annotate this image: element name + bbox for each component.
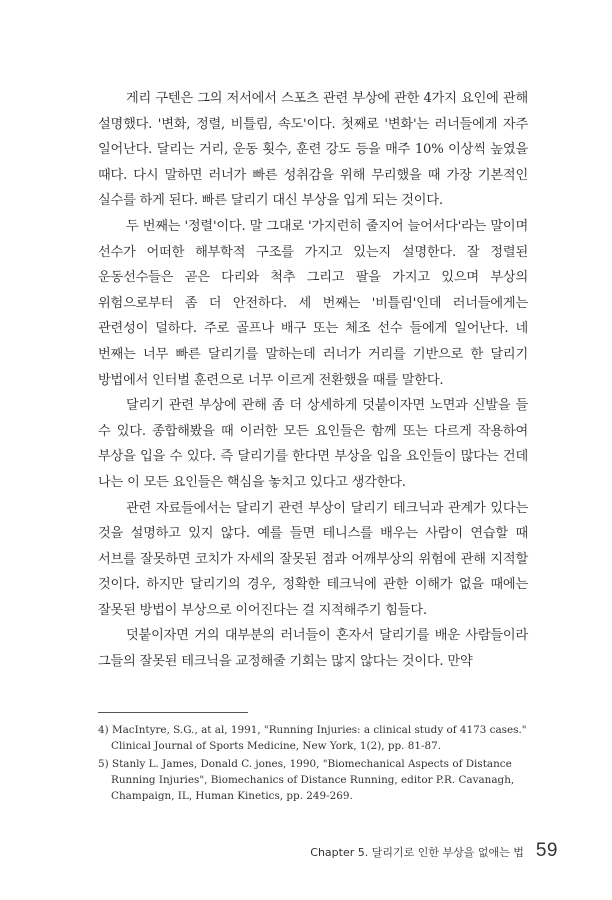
running-footer [310,840,558,862]
paragraph: 관련 자료들에서는 달리기 관련 부상이 달리기 테크닉과 관계가 있다는 것을 설명하고 있지 않다. 예를 들면 테니스를 배우는 사람이 연습할 때 서브를 잘못하면 코치가 자세의 잘못된 점과 어깨부상의 위험에 관해 지적할 것이다. 하지만 달리기의 경우, 정확한 테크닉에 관한 이해가 없을 때에는 잘못된 방법이 부상으로 이어진다는 걸 지적해주기 힘들다. [98,500,528,618]
footnote: 5) Stanly L. James, Donald C. jones, 1990, "Biomechanical Aspects of Distance Running Injuries", Biomechanics of Distance Running, editor P.R. Cavanagh, Champaign, IL, Human Kinetics, pp. 249-269. [98,758,515,802]
paragraph: 두 번째는 '정렬'이다. 말 그대로 '가지런히 줄지어 늘어서다'라는 말이며 선수가 어떠한 해부학적 구조를 가지고 있는지 설명한다. 잘 정렬된 운동선수들은 곧은 다리와 척추 그리고 팔을 가지고 있으며 부상의 위험으로부터 좀 더 안전하다. 세 번째는 '비틀림'인데 러너들에게는 관련성이 덜하다. 주로 골프나 배구 또는 체조 선수 들에게 일어난다. 네 번째는 너무 빠른 달리기를 말하는데 러너가 거리를 기반으로 한 달리기 방법에서 인터벌 훈련으로 너무 이르게 전환했을 때를 말한다. [98,218,528,388]
footnote: 4) MacIntyre, S.G., at al, 1991, "Running Injuries: a clinical study of 4173 cases." Clinical Journal of Sports Medicine, New York, 1(2), pp. 81-87. [98,724,527,752]
paragraph: 덧붙이자면 거의 대부분의 러너들이 혼자서 달리기를 배운 사람들이라 그들의 잘못된 테크닉을 교정해줄 기회는 많지 않다는 것이다. 만약 [98,628,528,670]
page-number: 59 [535,840,558,861]
paragraph: 게리 구텐은 그의 저서에서 스포츠 관련 부상에 관한 4가지 요인에 관해 설명했다. '변화, 정렬, 비틀림, 속도'이다. 첫째로 '변화'는 러너들에게 자주 일어난다. 달리는 거리, 운동 횟수, 훈련 강도 등을 매주 10% 이상씩 높였을 때다. 다시 말하면 러너가 빠른 성취감을 위해 무리했을 때 가장 기본적인 실수를 하게 된다. 빠른 달리기 대신 부상을 입게 되는 것이다. [98,91,528,209]
footnotes [98,722,538,806]
body-text [98,86,528,675]
paragraph: 달리기 관련 부상에 관해 좀 더 상세하게 덧붙이자면 노면과 신발을 들 수 있다. 종합해봤을 때 이러한 모든 요인들은 함께 또는 다르게 작용하여 부상을 입을 수 있다. 즉 달리기를 한다면 부상을 입을 요인들이 많다는 건데 나는 이 모든 요인들은 핵심을 놓치고 있다고 생각한다. [98,398,528,490]
footnote-divider [98,712,248,713]
chapter-title: Chapter 5. 달리기로 인한 부상을 없애는 법 [310,846,524,859]
